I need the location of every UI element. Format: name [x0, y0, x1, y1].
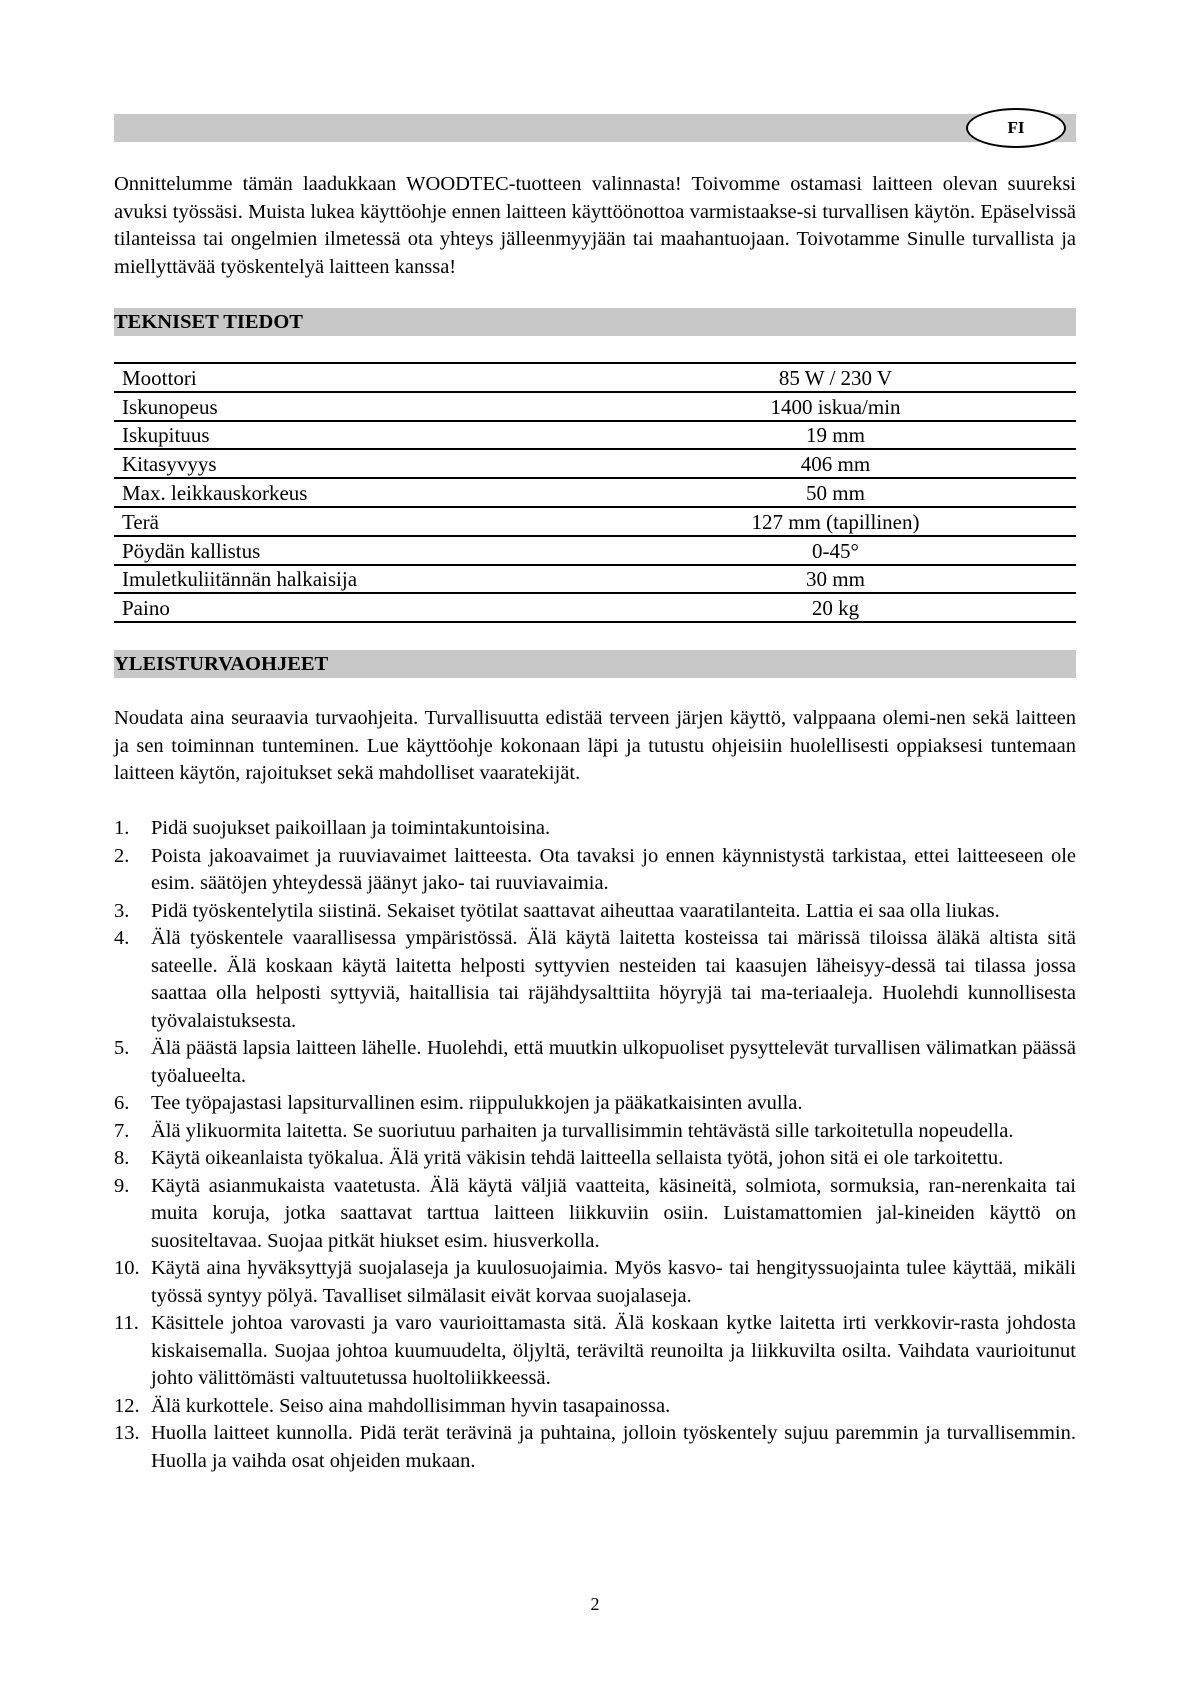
spec-row — [114, 449, 1076, 478]
rule-text: Käytä aina hyväksyttyjä suojalaseja ja kuulosuojaimia. Myös kasvo- tai hengityssuojainta tulee käyttää, mikäli työssä syntyy pölyä. Tavalliset silmälasit eivät korvaa suojalaseja. — [151, 1257, 1076, 1307]
safety-rule — [114, 1173, 1076, 1256]
safety-rule — [114, 898, 1076, 926]
rule-text: Älä kurkottele. Seiso aina mahdollisimman hyvin tasapainossa. — [151, 1394, 671, 1417]
rule-number: 5. — [114, 1037, 130, 1059]
rule-text: Pidä suojukset paikoillaan ja toimintakuntoisina. — [151, 817, 551, 839]
safety-rule — [114, 1118, 1076, 1146]
language-badge: FI — [966, 108, 1066, 148]
rule-text: Käsittele johtoa varovasti ja varo vaurioittamasta sitä. Älä koskaan kytke laitetta irti verkkovir-rasta johdosta kiskaisemalla. Suojaa johtoa kuumuudelta, öljyltä, teräviltä reunoilta ja liikkuvilta osilta. Vaihdata vaurioitunut johto välittömästi valtuutetussa huoltoliikkeessä. — [151, 1312, 1076, 1389]
safety-rule — [114, 815, 1076, 843]
rule-number: 1. — [114, 817, 130, 839]
spec-label: Max. leikkauskorkeus — [114, 478, 595, 507]
spec-label: Kitasyvyys — [114, 449, 595, 478]
rule-text: Älä työskentele vaarallisessa ympäristössä. Älä käytä laitetta kosteissa tai märissä tiloissa äläkä altista sitä sateelle. Älä koskaan käytä laitetta helposti syttyvien nesteiden tai kaasujen läheisyy-dessä tai tilassa jossa saattaa olla helposti syttyviä, haitallisia tai räjähdysalttiita höyryjä tai ma-teriaaleja. Huolehdi kunnollisesta työvalaistuksesta. — [151, 927, 1076, 1032]
rule-text: Käytä oikeanlaista työkalua. Älä yritä väkisin tehdä laitteella sellaista työtä, johon sitä ei ole tarkoitettu. — [151, 1147, 1004, 1169]
spec-row — [114, 536, 1076, 565]
spec-label: Iskupituus — [114, 421, 595, 450]
safety-rule — [114, 1145, 1076, 1173]
rule-text: Älä ylikuormita laitetta. Se suoriutuu parhaiten ja turvallisimmin tehtävästä sille tarkoitetulla nopeudella. — [151, 1119, 1014, 1142]
section-heading-specs: TEKNISET TIEDOT — [114, 308, 1076, 336]
spec-row — [114, 507, 1076, 536]
rule-text: Pidä työskentelytila siistinä. Sekaiset työtilat saattavat aiheuttaa vaaratilanteita. Lattia ei saa olla liukas. — [151, 899, 1000, 922]
rule-text: Älä päästä lapsia laitteen lähelle. Huolehdi, että muutkin ulkopuoliset pysyttelevät turvallisen välimatkan päässä työalueelta. — [151, 1037, 1076, 1087]
rule-text: Tee työpajastasi lapsiturvallinen esim. riippulukkojen ja pääkatkaisinten avulla. — [151, 1092, 803, 1114]
page-number: 2 — [590, 1594, 600, 1614]
rule-text: Huolla laitteet kunnolla. Pidä terät terävinä ja puhtaina, jolloin työskentely sujuu paremmin ja turvallisemmin. Huolla ja vaihda osat ohjeiden mukaan. — [151, 1422, 1076, 1472]
safety-rule — [114, 1420, 1076, 1475]
spec-label: Moottori — [114, 363, 595, 392]
spec-label: Terä — [114, 507, 595, 536]
spec-value: 1400 iskua/min — [595, 392, 1076, 421]
safety-rule — [114, 925, 1076, 1035]
rule-number: 8. — [114, 1147, 130, 1169]
rule-number: 10. — [114, 1257, 140, 1279]
spec-row — [114, 392, 1076, 421]
safety-rule — [114, 1035, 1076, 1090]
safety-intro-paragraph: Noudata aina seuraavia turvaohjeita. Turvallisuutta edistää terveen järjen käyttö, valppaana olemi-nen sekä laitteen ja sen toiminnan tunteminen. Lue käyttöohje kokonaan läpi ja tutustu ohjeisiin huolellisesti oppiaksesi tuntemaan laitteen käytön, rajoitukset sekä mahdolliset vaaratekijät. — [114, 707, 1076, 784]
spec-value: 406 mm — [595, 449, 1076, 478]
spec-value: 85 W / 230 V — [595, 363, 1076, 392]
header-bar — [114, 114, 1076, 142]
spec-value: 19 mm — [595, 421, 1076, 450]
rule-number: 12. — [114, 1394, 140, 1417]
safety-rules-list — [114, 815, 1076, 1475]
rule-number: 2. — [114, 844, 130, 867]
spec-label: Iskunopeus — [114, 392, 595, 421]
safety-rule — [114, 1255, 1076, 1310]
spec-value: 50 mm — [595, 478, 1076, 507]
safety-rule — [114, 1310, 1076, 1393]
rule-number: 13. — [114, 1422, 140, 1444]
spec-value: 0-45° — [595, 536, 1076, 565]
safety-rule — [114, 843, 1076, 898]
rule-number: 4. — [114, 927, 130, 949]
spec-row — [114, 478, 1076, 507]
rule-number: 6. — [114, 1092, 130, 1114]
rule-text: Poista jakoavaimet ja ruuviavaimet laitteesta. Ota tavaksi jo ennen käynnistystä tarkistaa, ettei laitteeseen ole esim. säätöjen yhteydessä jäänyt jako- tai ruuviavaimia. — [151, 844, 1076, 894]
rule-number: 7. — [114, 1119, 130, 1142]
rule-number: 3. — [114, 899, 130, 922]
spec-row — [114, 421, 1076, 450]
section-heading-safety: YLEISTURVAOHJEET — [114, 650, 1076, 678]
spec-label: Paino — [114, 593, 595, 622]
spec-row — [114, 363, 1076, 392]
safety-rule — [114, 1393, 1076, 1421]
rule-number: 9. — [114, 1174, 130, 1197]
spec-label: Pöydän kallistus — [114, 536, 595, 565]
safety-rule — [114, 1090, 1076, 1118]
spec-table — [114, 362, 1076, 623]
spec-value: 127 mm (tapillinen) — [595, 507, 1076, 536]
spec-value: 20 kg — [595, 593, 1076, 622]
spec-row — [114, 565, 1076, 594]
intro-paragraph: Onnittelumme tämän laadukkaan WOODTEC-tuotteen valinnasta! Toivomme ostamasi laitteen olevan suureksi avuksi työssäsi. Muista lukea käyttöohje ennen laitteen käyttöönottoa varmistaakse-si turvallisen käytön. Epäselvissä tilanteissa tai ongelmien ilmetessä ota yhteys jälleenmyyjään tai maahantuojaan. Toivotamme Sinulle turvallista ja miellyttävää työskentelyä laitteen kanssa! — [114, 173, 1076, 278]
spec-value: 30 mm — [595, 565, 1076, 594]
rule-number: 11. — [114, 1312, 139, 1334]
spec-row — [114, 593, 1076, 622]
rule-text: Käytä asianmukaista vaatetusta. Älä käytä väljiä vaatteita, käsineitä, solmiota, sormuksia, ran-nerenkaita tai muita koruja, jotka saattavat tarttua laitteen liikkuviin osiin. Luistamattomien jal-kineiden käyttö on suositeltavaa. Suojaa pitkät hiukset esim. hiusverkolla. — [151, 1174, 1076, 1252]
spec-label: Imuletkuliitännän halkaisija — [114, 565, 595, 594]
